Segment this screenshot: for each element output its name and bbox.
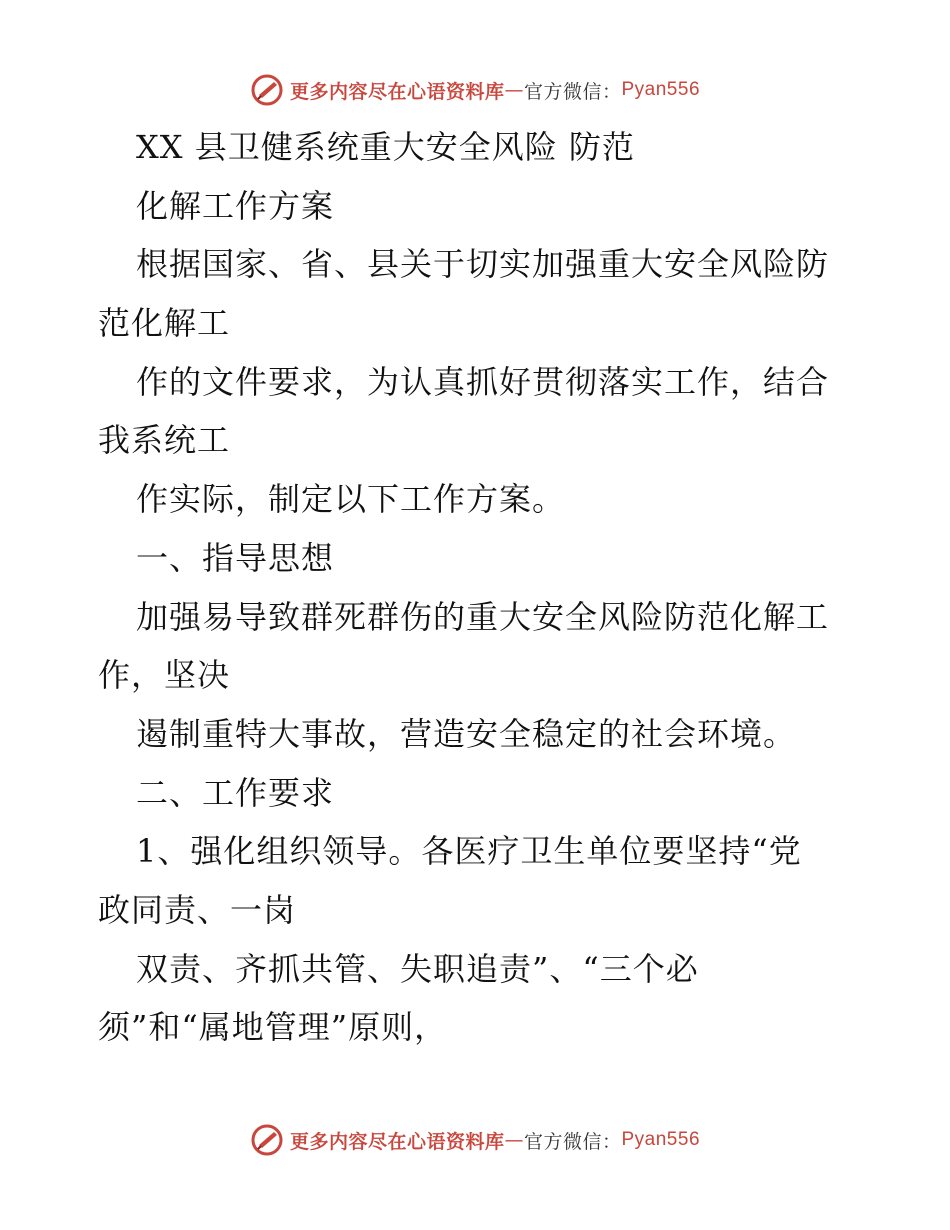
document-line: 化解工作方案 <box>136 186 335 225</box>
document-line: 作的文件要求，为认真抓好贯彻落实工作，结合 <box>136 362 830 401</box>
document-line: 政同责、一岗 <box>98 890 297 929</box>
document-line: 一、指导思想 <box>136 538 335 577</box>
document-line: 1、强化组织领导。各医疗卫生单位要坚持“党 <box>136 832 802 871</box>
banner-dash: — <box>504 79 524 101</box>
document-line: 二、工作要求 <box>136 773 335 812</box>
book-pen-logo-icon <box>250 73 284 107</box>
document-line: 根据国家、省、县关于切实加强重大安全风险防 <box>136 245 830 284</box>
banner-site-name: 更多内容尽在心语资料库 <box>289 80 505 103</box>
document-line: 加强易导致群死群伤的重大安全风险防范化解工 <box>136 597 830 636</box>
document-line: 我系统工 <box>98 421 231 460</box>
header-banner <box>0 70 950 110</box>
document-line: 须”和“属地管理”原则， <box>98 1008 448 1047</box>
document-line: 范化解工 <box>98 304 231 343</box>
banner-wechat-label: 官方微信： <box>523 80 622 103</box>
document-line: XX 县卫健系统重大安全风险 防范 <box>136 128 635 166</box>
banner-site-name: 更多内容尽在心语资料库 <box>289 1130 505 1153</box>
book-pen-logo-icon <box>250 1123 284 1157</box>
banner-wechat-id: Pyan556 <box>621 79 701 100</box>
banner-wechat-label: 官方微信： <box>523 1130 622 1153</box>
document-body <box>98 118 868 1057</box>
document-line: 遏制重特大事故，营造安全稳定的社会环境。 <box>136 714 797 753</box>
footer-banner <box>0 1120 950 1160</box>
document-line: 作，坚决 <box>98 656 231 695</box>
document-line: 作实际，制定以下工作方案。 <box>136 480 566 519</box>
banner-wechat-id: Pyan556 <box>621 1129 701 1150</box>
document-line: 双责、齐抓共管、失职追责”、“三个必 <box>136 949 699 988</box>
banner-dash: — <box>504 1129 524 1151</box>
